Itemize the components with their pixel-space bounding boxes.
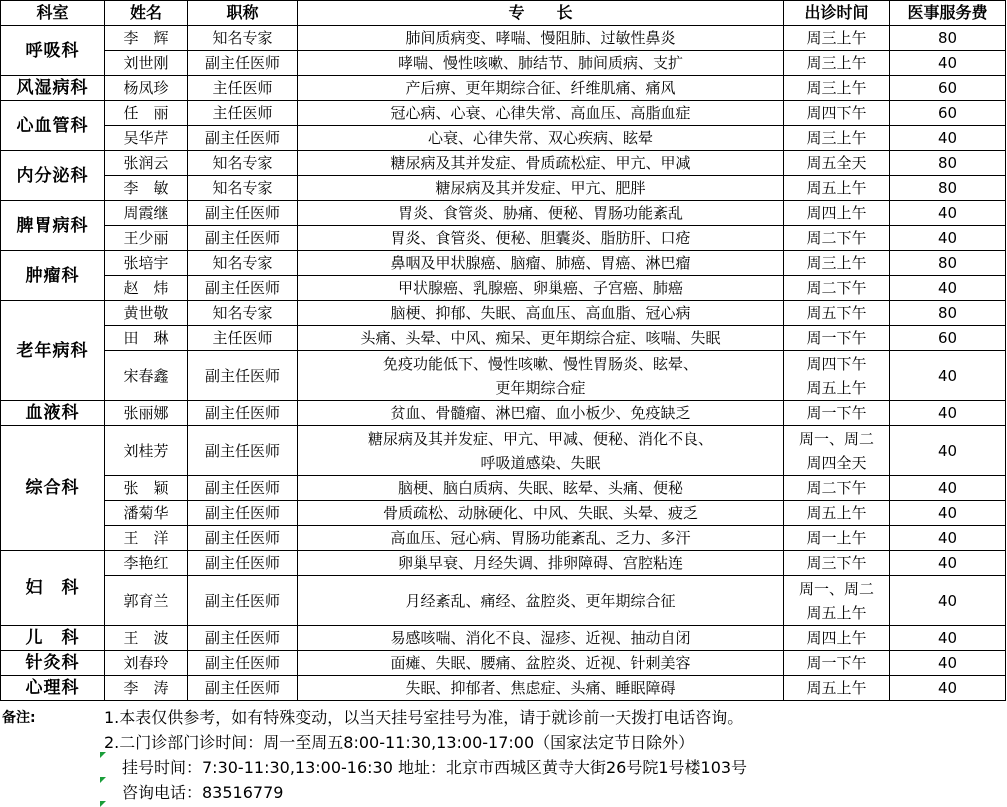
table-row [1,101,1006,126]
clinic-time [784,551,890,576]
doctor-name: 刘世刚 [105,51,188,76]
clinic-time-line: 周四下午 [806,104,867,122]
clinic-time [784,301,890,326]
doctor-specialty [298,101,784,126]
doctor-specialty [298,501,784,526]
specialty-line: 失眠、抑郁者、焦虑症、头痛、睡眠障碍 [405,679,676,697]
doctor-name: 田 琳 [105,326,188,351]
table-row [1,401,1006,426]
clinic-time-line: 周二下午 [806,479,867,497]
specialty-line: 头痛、头晕、中风、痴呆、更年期综合症、咳喘、失眠 [360,329,721,347]
specialty-line: 冠心病、心衰、心律失常、高血压、高脂血症 [390,104,691,122]
doctor-specialty [298,276,784,301]
clinic-time [784,351,890,401]
department-cell: 妇 科 [1,551,105,626]
doctor-specialty [298,351,784,401]
doctor-specialty [298,251,784,276]
clinic-time [784,101,890,126]
doctor-title: 主任医师 [188,76,298,101]
service-fee: 40 [890,476,1006,501]
header-title: 职称 [188,1,298,26]
service-fee: 80 [890,26,1006,51]
doctor-specialty [298,526,784,551]
doctor-name: 潘菊华 [105,501,188,526]
specialty-line: 心衰、心律失常、双心疾病、眩晕 [427,129,653,147]
doctor-name: 赵 炜 [105,276,188,301]
doctor-title: 副主任医师 [188,676,298,701]
specialty-line: 呼吸道感染、失眠 [480,453,601,472]
table-row [1,126,1006,151]
doctor-title: 副主任医师 [188,576,298,626]
table-row [1,201,1006,226]
specialty-line: 脑梗、抑郁、失眠、高血压、高血脂、冠心病 [390,304,691,322]
doctor-specialty [298,151,784,176]
department-cell: 风湿病科 [1,76,105,101]
doctor-title: 副主任医师 [188,526,298,551]
doctor-specialty [298,126,784,151]
table-row [1,476,1006,501]
service-fee: 80 [890,176,1006,201]
table-row [1,176,1006,201]
clinic-time [784,326,890,351]
header-time: 出诊时间 [784,1,890,26]
service-fee: 40 [890,51,1006,76]
clinic-time [784,251,890,276]
doctor-title: 副主任医师 [188,551,298,576]
doctor-title: 副主任医师 [188,651,298,676]
specialty-line: 哮喘、慢性咳嗽、肺结节、肺间质病、支扩 [397,54,683,72]
table-row [1,251,1006,276]
clinic-time [784,651,890,676]
header-dept: 科室 [1,1,105,26]
service-fee: 40 [890,626,1006,651]
note-line-2: 2.二门诊部门诊时间：周一至周五8:00-11:30,13:00-17:00（国家法定节日除外） [104,733,695,752]
doctor-title: 副主任医师 [188,201,298,226]
table-row [1,351,1006,401]
service-fee: 80 [890,151,1006,176]
doctor-name: 张润云 [105,151,188,176]
department-cell: 针灸科 [1,651,105,676]
cell-marker-icon [100,752,106,758]
doctor-name: 张丽娜 [105,401,188,426]
clinic-time [784,276,890,301]
doctor-title: 副主任医师 [188,226,298,251]
doctor-name: 李 敏 [105,176,188,201]
clinic-time-line: 周一下午 [806,404,867,422]
clinic-time-line: 周三上午 [806,254,867,272]
header-fee: 医事服务费 [890,1,1006,26]
doctor-name: 黄世敬 [105,301,188,326]
department-cell: 综合科 [1,426,105,551]
specialty-line: 高血压、冠心病、胃肠功能紊乱、乏力、多汗 [390,529,691,547]
doctor-name: 李 涛 [105,676,188,701]
table-row [1,626,1006,651]
doctor-name: 王 洋 [105,526,188,551]
doctor-specialty [298,176,784,201]
department-cell: 呼吸科 [1,26,105,76]
clinic-time-line: 周一上午 [806,529,867,547]
doctor-title: 副主任医师 [188,426,298,476]
header-specialty: 专 长 [298,1,784,26]
service-fee: 40 [890,501,1006,526]
specialty-line: 贫血、骨髓瘤、淋巴瘤、血小板少、免疫缺乏 [390,404,691,422]
doctor-specialty [298,26,784,51]
doctor-specialty [298,401,784,426]
service-fee: 40 [890,276,1006,301]
clinic-time-line: 周一下午 [806,329,867,347]
doctor-name: 杨凤珍 [105,76,188,101]
table-row [1,151,1006,176]
specialty-line: 骨质疏松、动脉硬化、中风、失眠、头晕、疲乏 [382,504,698,522]
specialty-line: 易感咳喘、消化不良、湿疹、近视、抽动自闭 [390,629,691,647]
doctor-name: 任 丽 [105,101,188,126]
doctor-title: 副主任医师 [188,401,298,426]
specialty-line: 胃炎、食管炎、胁痛、便秘、胃肠功能紊乱 [397,204,683,222]
clinic-time-line: 周二下午 [806,229,867,247]
clinic-time-line: 周一、周二 [798,429,874,448]
specialty-line: 糖尿病及其并发症、骨质疏松症、甲亢、甲减 [390,154,691,172]
schedule-body [1,26,1006,701]
service-fee: 40 [890,526,1006,551]
department-cell: 心理科 [1,676,105,701]
doctor-name: 宋春鑫 [105,351,188,401]
clinic-time-line: 周一下午 [806,654,867,672]
doctor-name: 张 颖 [105,476,188,501]
doctor-title: 知名专家 [188,176,298,201]
clinic-time-line: 周三下午 [806,554,867,572]
doctor-specialty [298,51,784,76]
specialty-line: 卵巢早衰、月经失调、排卵障碍、宫腔粘连 [397,554,683,572]
header-name: 姓名 [105,1,188,26]
doctor-title: 知名专家 [188,251,298,276]
clinic-time-line: 周五全天 [806,154,867,172]
specialty-line: 糖尿病及其并发症、甲亢、肥胖 [435,179,646,197]
specialty-line: 月经紊乱、痛经、盆腔炎、更年期综合征 [405,591,676,610]
clinic-time-line: 周五上午 [806,179,867,197]
doctor-title: 副主任医师 [188,626,298,651]
clinic-time [784,676,890,701]
note-line-1: 1.本表仅供参考，如有特殊变动，以当天挂号室挂号为准，请于就诊前一天拨打电话咨询。 [104,708,744,727]
doctor-name: 张培宇 [105,251,188,276]
specialty-line: 更年期综合症 [495,378,586,397]
table-row [1,26,1006,51]
clinic-time [784,501,890,526]
header-row [1,1,1006,26]
clinic-time [784,226,890,251]
clinic-time [784,476,890,501]
clinic-time-line: 周四下午 [806,354,867,373]
clinic-time [784,151,890,176]
doctor-specialty [298,226,784,251]
service-fee: 40 [890,551,1006,576]
clinic-time [784,201,890,226]
service-fee: 40 [890,676,1006,701]
table-row [1,226,1006,251]
department-cell: 内分泌科 [1,151,105,201]
department-cell: 儿 科 [1,626,105,651]
clinic-time [784,626,890,651]
doctor-specialty [298,426,784,476]
cell-marker-icon [100,801,106,807]
clinic-time-line: 周五上午 [806,504,867,522]
service-fee: 60 [890,326,1006,351]
table-row [1,576,1006,626]
specialty-line: 产后痹、更年期综合征、纤维肌痛、痛风 [405,79,676,97]
doctor-name: 刘桂芳 [105,426,188,476]
doctor-specialty [298,676,784,701]
doctor-name: 郭育兰 [105,576,188,626]
doctor-name: 王 波 [105,626,188,651]
clinic-time-line: 周四上午 [806,204,867,222]
specialty-line: 鼻咽及甲状腺癌、脑瘤、肺癌、胃癌、淋巴瘤 [390,254,691,272]
doctor-name: 李艳红 [105,551,188,576]
department-cell: 肿瘤科 [1,251,105,301]
table-row [1,501,1006,526]
clinic-time [784,176,890,201]
cell-marker-icon [100,777,106,783]
doctor-title: 主任医师 [188,326,298,351]
department-cell: 脾胃病科 [1,201,105,251]
clinic-time-line: 周三上午 [806,29,867,47]
clinic-time-line: 周四全天 [806,453,867,472]
doctor-name: 王少丽 [105,226,188,251]
doctor-name: 周霞继 [105,201,188,226]
service-fee: 40 [890,651,1006,676]
doctor-title: 副主任医师 [188,501,298,526]
service-fee: 80 [890,251,1006,276]
table-row [1,526,1006,551]
clinic-time-line: 周五上午 [806,378,867,397]
doctor-title: 知名专家 [188,301,298,326]
doctor-specialty [298,576,784,626]
clinic-time-line: 周五上午 [806,679,867,697]
doctor-title: 知名专家 [188,151,298,176]
specialty-line: 免疫功能低下、慢性咳嗽、慢性胃肠炎、眩晕、 [382,354,698,373]
service-fee: 40 [890,226,1006,251]
table-row [1,551,1006,576]
table-row [1,301,1006,326]
department-cell: 血液科 [1,401,105,426]
table-row [1,326,1006,351]
doctor-specialty [298,201,784,226]
doctor-specialty [298,476,784,501]
clinic-time [784,401,890,426]
doctor-specialty [298,301,784,326]
service-fee: 80 [890,301,1006,326]
department-cell: 老年病科 [1,301,105,401]
clinic-time-line: 周三上午 [806,129,867,147]
specialty-line: 糖尿病及其并发症、甲亢、甲减、便秘、消化不良、 [367,429,713,448]
doctor-name: 李 辉 [105,26,188,51]
doctor-title: 副主任医师 [188,276,298,301]
service-fee: 40 [890,201,1006,226]
doctor-title: 副主任医师 [188,51,298,76]
table-row [1,426,1006,476]
clinic-time-line: 周五下午 [806,304,867,322]
doctor-specialty [298,626,784,651]
department-cell: 心血管科 [1,101,105,151]
clinic-time-line: 周四上午 [806,629,867,647]
doctor-title: 主任医师 [188,101,298,126]
clinic-time [784,426,890,476]
service-fee: 40 [890,351,1006,401]
clinic-time-line: 周五上午 [806,603,867,622]
specialty-line: 甲状腺癌、乳腺癌、卵巢癌、子宫癌、肺癌 [397,279,683,297]
service-fee: 40 [890,426,1006,476]
doctor-specialty [298,326,784,351]
specialty-line: 脑梗、脑白质病、失眠、眩晕、头痛、便秘 [397,479,683,497]
clinic-time [784,526,890,551]
service-fee: 60 [890,76,1006,101]
notes-label: 备注: [2,710,36,726]
clinic-time-line: 周一、周二 [798,579,874,598]
doctor-title: 知名专家 [188,26,298,51]
specialty-line: 胃炎、食管炎、便秘、胆囊炎、脂肪肝、口疮 [390,229,691,247]
service-fee: 40 [890,401,1006,426]
note-line-4: 咨询电话：83516779 [122,783,284,802]
specialty-line: 面瘫、失眠、腰痛、盆腔炎、近视、针刺美容 [390,654,691,672]
doctor-name: 吴华芹 [105,126,188,151]
doctor-specialty [298,551,784,576]
doctor-specialty [298,651,784,676]
doctor-specialty [298,76,784,101]
service-fee: 60 [890,101,1006,126]
table-row [1,276,1006,301]
doctor-title: 副主任医师 [188,476,298,501]
service-fee: 40 [890,576,1006,626]
clinic-time [784,26,890,51]
table-row [1,676,1006,701]
table-row [1,651,1006,676]
doctor-title: 副主任医师 [188,126,298,151]
table-row [1,51,1006,76]
service-fee: 40 [890,126,1006,151]
clinic-time-line: 周三上午 [806,79,867,97]
clinic-time [784,576,890,626]
clinic-time [784,51,890,76]
clinic-time-line: 周三上午 [806,54,867,72]
doctor-name: 刘春玲 [105,651,188,676]
clinic-time [784,76,890,101]
clinic-time [784,126,890,151]
doctor-title: 副主任医师 [188,351,298,401]
specialty-line: 肺间质病变、哮喘、慢阻肺、过敏性鼻炎 [405,29,676,47]
clinic-time-line: 周二下午 [806,279,867,297]
table-row [1,76,1006,101]
note-line-3: 挂号时间：7:30-11:30,13:00-16:30 地址：北京市西城区黄寺大街26号院1号楼103号 [122,758,748,777]
